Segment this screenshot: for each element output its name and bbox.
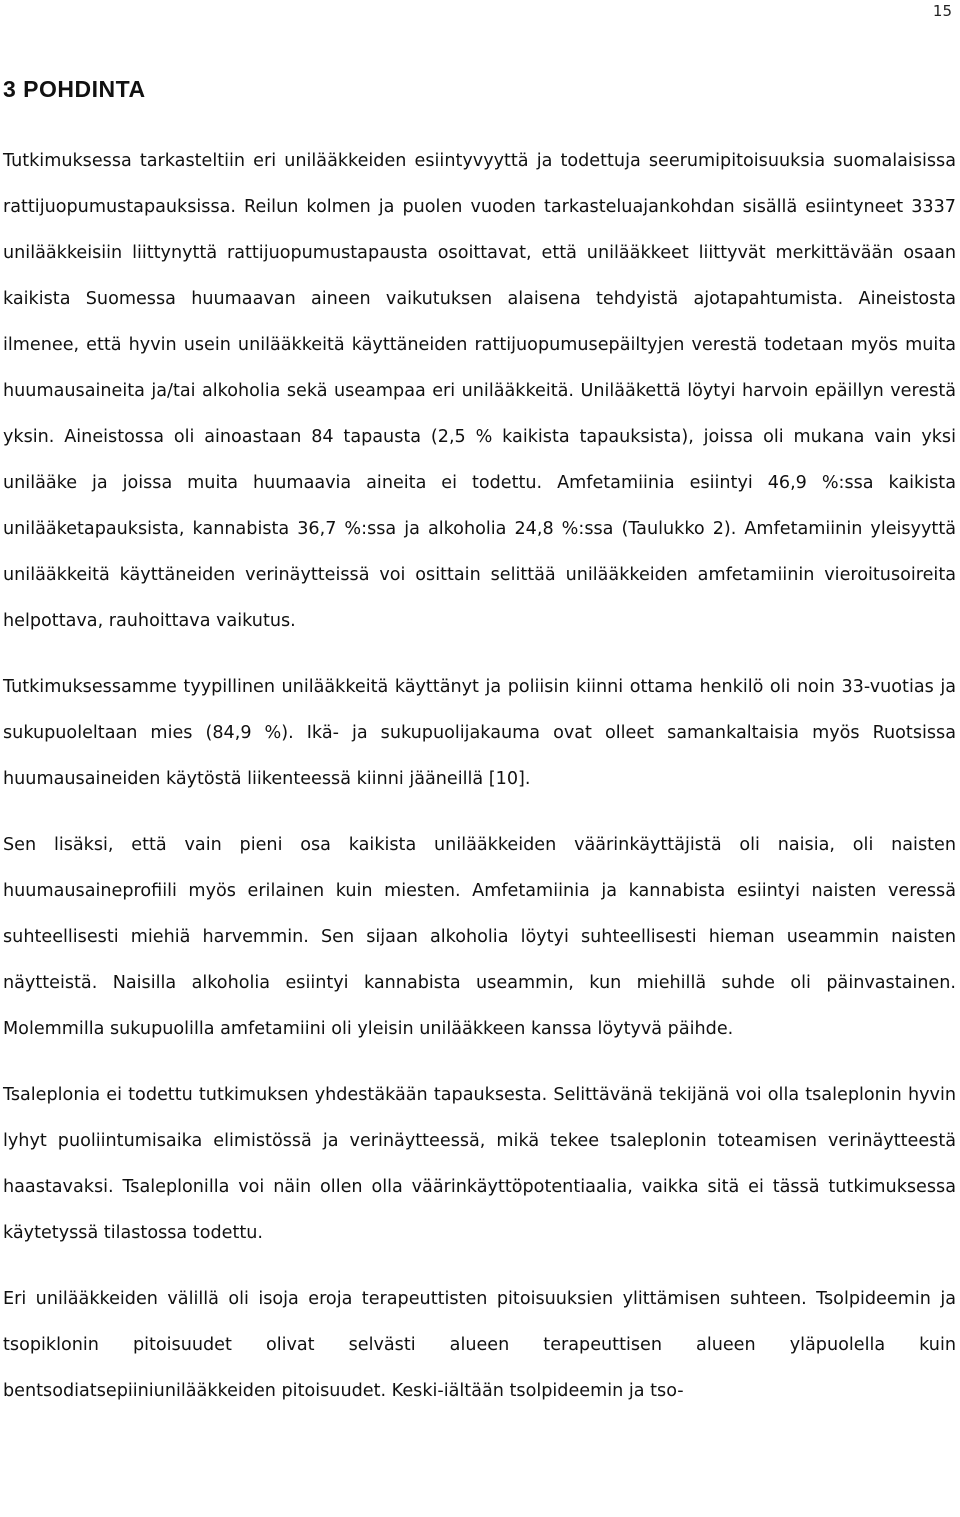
paragraph-zaleplon: Tsaleplonia ei todettu tutkimuksen yhdestäkään tapauksesta. Selittävänä tekijänä voi olla tsaleplonin hyvin lyhyt puoliintumisaika elimistössä ja verinäytteessä, mikä tekee tsaleplonin toteamisen verinäytteestä haastavaksi. Tsaleplonilla voi näin ollen olla väärinkäyttöpotentiaalia, vaikka sitä ei tässä tutkimuksessa käytetyssä tilastossa todettu. xyxy=(3,1085,956,1243)
paragraph-gender-differences: Sen lisäksi, että vain pieni osa kaikista unilääkkeiden väärinkäyttäjistä oli naisia, oli naisten huumausaineprofiili myös erilainen kuin miesten. Amfetamiinia ja kannabista esiintyi naisten veressä suhteellisesti miehiä harvemmin. Sen sijaan alkoholia löytyi suhteellisesti hieman useammin naisten näytteistä. Naisilla alkoholia esiintyi kannabista useammin, kun miehillä suhde oli päinvastainen. Molemmilla sukupuolilla amfetamiini oli yleisin unilääkkeen kanssa löytyvä päihde. xyxy=(3,835,956,1039)
page-number: 15 xyxy=(932,2,952,20)
paragraph-typical-user: Tutkimuksessamme tyypillinen unilääkkeitä käyttänyt ja poliisin kiinni ottama henkilö oli noin 33-vuotias ja sukupuoleltaan mies (84,9 %). Ikä- ja sukupuolijakauma ovat olleet samankaltaisia myös Ruotsissa huumausaineiden käytöstä liikenteessä kiinni jääneillä [10]. xyxy=(3,677,956,789)
document-body xyxy=(3,138,956,1414)
paragraph-therapeutic-levels: Eri unilääkkeiden välillä oli isoja eroja terapeuttisten pitoisuuksien ylittämisen suhteen. Tsolpideemin ja tsopiklonin pitoisuudet olivat selvästi alueen terapeuttisen alueen yläpuolella kuin bentsodiatsepiiniunilääkkeiden pitoisuudet. Keski-iältään tsolpideemin ja tso- xyxy=(3,1289,956,1401)
paragraph-findings-overview: Tutkimuksessa tarkasteltiin eri unilääkkeiden esiintyvyyttä ja todettuja seerumipitoisuuksia suomalaisissa rattijuopumustapauksissa. Reilun kolmen ja puolen vuoden tarkasteluajankohdan sisällä esiintyneet 3337 unilääkkeisiin liittynyttä rattijuopumustapausta osoittavat, että unilääkkeet liittyvät merkittävään osaan kaikista Suomessa huumaavan aineen vaikutuksen alaisena tehdyistä ajotapahtumista. Aineistosta ilmenee, että hyvin usein unilääkkeitä käyttäneiden rattijuopumusepäiltyjen verestä todetaan myös muita huumausaineita ja/tai alkoholia sekä useampaa eri unilääkkeitä. Unilääkettä löytyi harvoin epäillyn verestä yksin. Aineistossa oli ainoastaan 84 tapausta (2,5 % kaikista tapauksista), joissa oli mukana vain yksi unilääke ja joissa muita huumaavia aineita ei todettu. Amfetamiinia esiintyi 46,9 %:ssa kaikista unilääketapauksista, kannabista 36,7 %:ssa ja alkoholia 24,8 %:ssa (Taulukko 2). Amfetamiinin yleisyyttä unilääkkeitä käyttäneiden verinäytteissä voi osittain selittää unilääkkeiden amfetamiinin vieroitusoireita helpottava, rauhoittava vaikutus. xyxy=(3,151,956,631)
section-heading: 3 POHDINTA xyxy=(3,76,146,102)
